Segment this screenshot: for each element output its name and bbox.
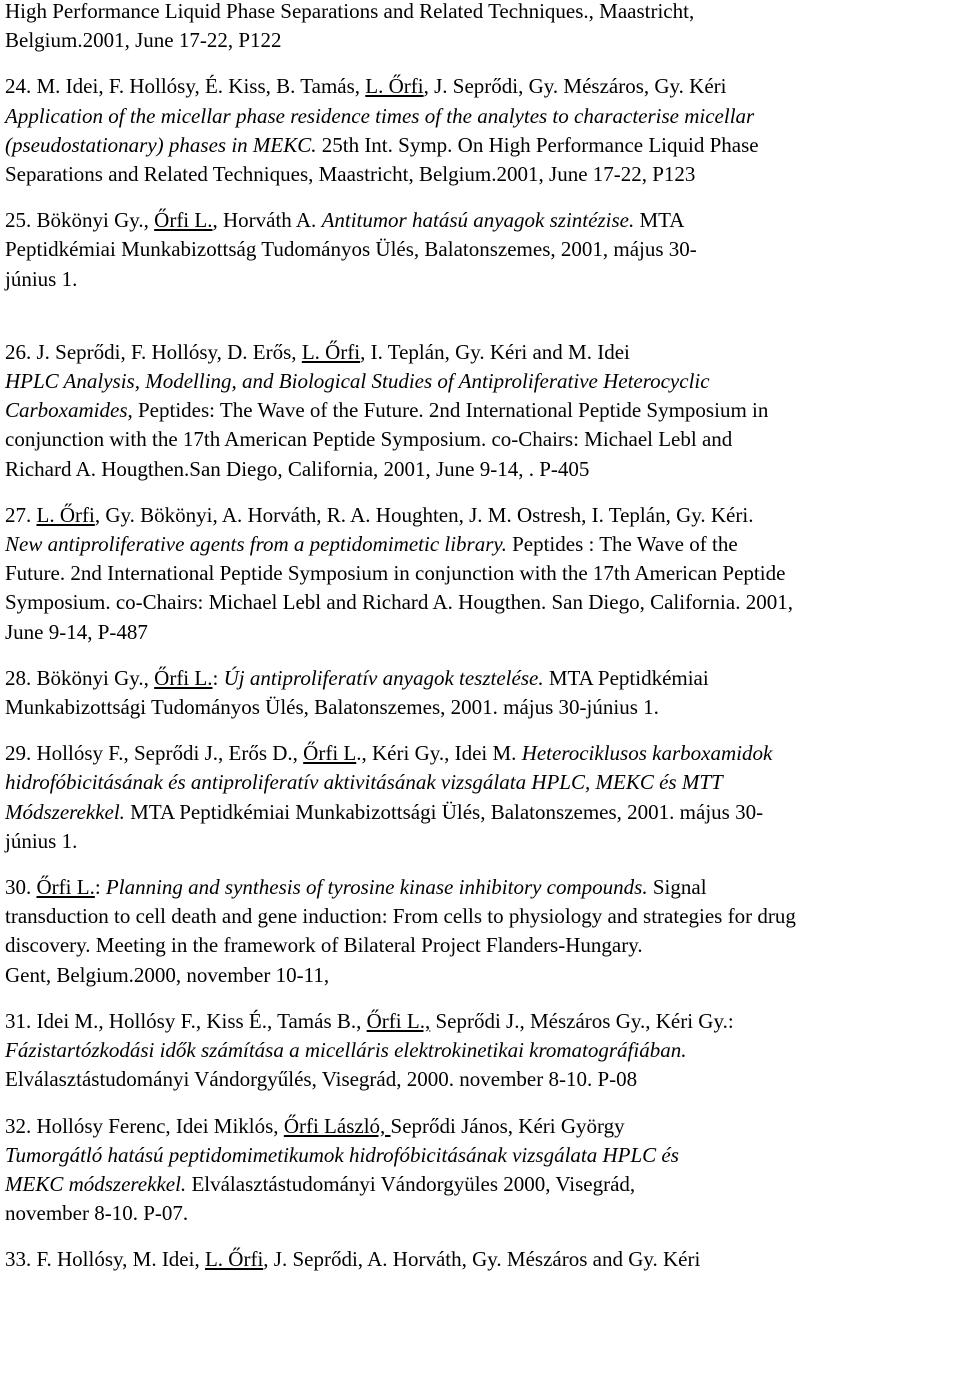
reference-line (5, 235, 955, 264)
author-highlight: Őrfi L. (154, 665, 213, 690)
reference-text: 29. Hollósy F., Seprődi J., Erős D., (5, 741, 304, 766)
reference-line (5, 1199, 955, 1228)
reference-title: Tumorgátló hatású peptidomimetikumok hidrofóbicitásának vizsgálata HPLC és (5, 1142, 679, 1167)
reference-title: (pseudostationary) phases in MEKC. (5, 132, 317, 157)
reference-text: 33. F. Hollósy, M. Idei, (5, 1247, 205, 1272)
reference-title: Carboxamides (5, 398, 128, 423)
reference-line (5, 873, 955, 902)
reference-line (5, 739, 955, 768)
reference-line (5, 693, 955, 722)
reference-text: MTA (634, 208, 685, 233)
reference-line (5, 1036, 955, 1065)
reference-line (5, 338, 955, 367)
reference-text: 28. Bökönyi Gy., (5, 665, 155, 690)
reference-text: , Gy. Bökönyi, A. Horváth, R. A. Houghten, J. M. Ostresh, I. Teplán, Gy. Kéri. (94, 502, 754, 527)
reference-text: , J. Seprődi, Gy. Mészáros, Gy. Kéri (423, 74, 727, 99)
reference-text: november 8-10. P-07. (5, 1201, 189, 1226)
reference-line (5, 367, 955, 396)
reference-line (5, 265, 955, 294)
reference-entry-30 (5, 873, 955, 990)
reference-entry-29 (5, 739, 955, 856)
reference-text: Future. 2nd International Peptide Symposium in conjunction with the 17th American Peptide (5, 561, 786, 586)
author-highlight: Őrfi L. (154, 208, 213, 233)
reference-text: Munkabizottsági Tudományos Ülés, Balatonszemes, 2001. május 30-június 1. (5, 695, 659, 720)
reference-title: Módszerekkel. (5, 799, 125, 824)
reference-line (5, 559, 955, 588)
reference-title: MEKC módszerekkel. (5, 1171, 187, 1196)
reference-text: transduction to cell death and gene induction: From cells to physiology and strategies for drug (5, 904, 796, 929)
reference-entry-24 (5, 72, 955, 189)
reference-line (5, 664, 955, 693)
reference-title: New antiproliferative agents from a peptidomimetic library. (5, 532, 507, 557)
reference-title: HPLC Analysis, Modelling, and Biological Studies of Antiproliferative Heterocyclic (5, 369, 710, 394)
reference-line (5, 26, 955, 55)
reference-line (5, 455, 955, 484)
reference-title: Antitumor hatású anyagok szintézise. (321, 208, 635, 233)
reference-text: Symposium. co-Chairs: Michael Lebl and Richard A. Hougthen. San Diego, California. 2001, (5, 590, 793, 615)
author-highlight: Őrfi L. (36, 875, 95, 900)
reference-line (5, 1141, 955, 1170)
reference-line (5, 961, 955, 990)
reference-line (5, 206, 955, 235)
reference-entry-33 (5, 1245, 955, 1274)
reference-title: Új antiproliferatív anyagok tesztelése. (223, 665, 544, 690)
reference-text: 26. J. Seprődi, F. Hollósy, D. Erős, (5, 339, 302, 364)
author-highlight: Őrfi László, (283, 1113, 391, 1138)
reference-title: Planning and synthesis of tyrosine kinase inhibitory compounds. (105, 875, 648, 900)
reference-text: 24. M. Idei, F. Hollósy, É. Kiss, B. Tamás, (5, 74, 366, 99)
reference-title: Heterociklusos karboxamidok (521, 741, 773, 766)
reference-entry-32 (5, 1112, 955, 1229)
reference-text: Seprődi J., Mészáros Gy., Kéri Gy.: (430, 1008, 734, 1033)
reference-title: hidrofóbicitásának és antiproliferatív aktivitásának vizsgálata HPLC, MEKC és MTT (5, 770, 723, 795)
reference-text: június 1. (5, 828, 78, 853)
reference-line (5, 102, 955, 131)
reference-text: ., Kéri Gy., Idei M. (356, 741, 522, 766)
reference-line (5, 588, 955, 617)
author-highlight: L. Őrfi (204, 1247, 264, 1272)
reference-line (5, 618, 955, 647)
reference-line (5, 1170, 955, 1199)
reference-line (5, 1245, 955, 1274)
reference-text: MTA Peptidkémiai Munkabizottsági Ülés, Balatonszemes, 2001. május 30- (124, 799, 764, 824)
reference-text: : (94, 875, 106, 900)
reference-text: Belgium.2001, June 17-22, P122 (5, 28, 282, 53)
reference-entry-26 (5, 338, 955, 484)
reference-text: discovery. Meeting in the framework of Bilateral Project Flanders-Hungary. (5, 933, 643, 958)
reference-list (5, 0, 955, 1275)
reference-line (5, 931, 955, 960)
reference-text: június 1. (5, 266, 78, 291)
reference-line (5, 501, 955, 530)
reference-line (5, 798, 955, 827)
reference-line (5, 131, 955, 160)
reference-text: 27. (5, 502, 37, 527)
reference-text: Elválasztástudományi Vándorgyüles 2000, Visegrád, (186, 1171, 636, 1196)
author-highlight: Őrfi L (303, 741, 357, 766)
reference-title: Fázistartózkodási idők számítása a micelláris elektrokinetikai kromatográfiában. (5, 1038, 687, 1063)
reference-line (5, 902, 955, 931)
reference-text: : (212, 665, 224, 690)
reference-text: Gent, Belgium.2000, november 10-11, (5, 962, 330, 987)
reference-text: 30. (5, 875, 37, 900)
reference-entry-27 (5, 501, 955, 647)
reference-line (5, 425, 955, 454)
reference-line (5, 1065, 955, 1094)
reference-line (5, 827, 955, 856)
reference-text: Peptidkémiai Munkabizottság Tudományos Ülés, Balatonszemes, 2001, május 30- (5, 237, 697, 262)
reference-text: Richard A. Hougthen.San Diego, California, 2001, June 9-14, . P-405 (5, 456, 590, 481)
reference-line (5, 396, 955, 425)
reference-text: Seprődi János, Kéri György (390, 1113, 625, 1138)
reference-entry-28 (5, 664, 955, 722)
reference-text: Signal (647, 875, 707, 900)
reference-line (5, 72, 955, 101)
reference-text: High Performance Liquid Phase Separations and Related Techniques., Maastricht, (5, 0, 695, 23)
reference-text: , Horváth A. (212, 208, 322, 233)
reference-line (5, 1112, 955, 1141)
reference-line (5, 530, 955, 559)
reference-text: Peptides : The Wave of the (506, 532, 738, 557)
reference-text: June 9-14, P-487 (5, 619, 148, 644)
reference-text: 25. Bökönyi Gy., (5, 208, 155, 233)
reference-line (5, 0, 955, 26)
reference-text: 32. Hollósy Ferenc, Idei Miklós, (5, 1113, 284, 1138)
reference-text: , J. Seprődi, A. Horváth, Gy. Mészáros and Gy. Kéri (263, 1247, 701, 1272)
reference-line (5, 160, 955, 189)
reference-text: MTA Peptidkémiai (543, 665, 709, 690)
author-highlight: L. Őrfi (365, 74, 424, 99)
reference-line (5, 1007, 955, 1036)
reference-text: , Peptides: The Wave of the Future. 2nd International Peptide Symposium in (127, 398, 769, 423)
reference-text: 31. Idei M., Hollósy F., Kiss É., Tamás B., (5, 1008, 367, 1033)
author-highlight: L. Őrfi (36, 502, 95, 527)
reference-entry-31 (5, 1007, 955, 1095)
reference-entry-23-tail (5, 0, 955, 55)
reference-text: Separations and Related Techniques, Maastricht, Belgium.2001, June 17-22, P123 (5, 162, 696, 187)
author-highlight: L. Őrfi (301, 339, 361, 364)
reference-text: Elválasztástudományi Vándorgyűlés, Visegrád, 2000. november 8-10. P-08 (5, 1067, 638, 1092)
reference-text: conjunction with the 17th American Peptide Symposium. co-Chairs: Michael Lebl and (5, 427, 733, 452)
reference-title: Application of the micellar phase residence times of the analytes to characterise micellar (5, 103, 755, 128)
reference-text: 25th Int. Symp. On High Performance Liquid Phase (316, 132, 759, 157)
reference-line (5, 768, 955, 797)
reference-entry-25 (5, 206, 955, 294)
author-highlight: Őrfi L., (366, 1008, 431, 1033)
reference-text: , I. Teplán, Gy. Kéri and M. Idei (360, 339, 630, 364)
